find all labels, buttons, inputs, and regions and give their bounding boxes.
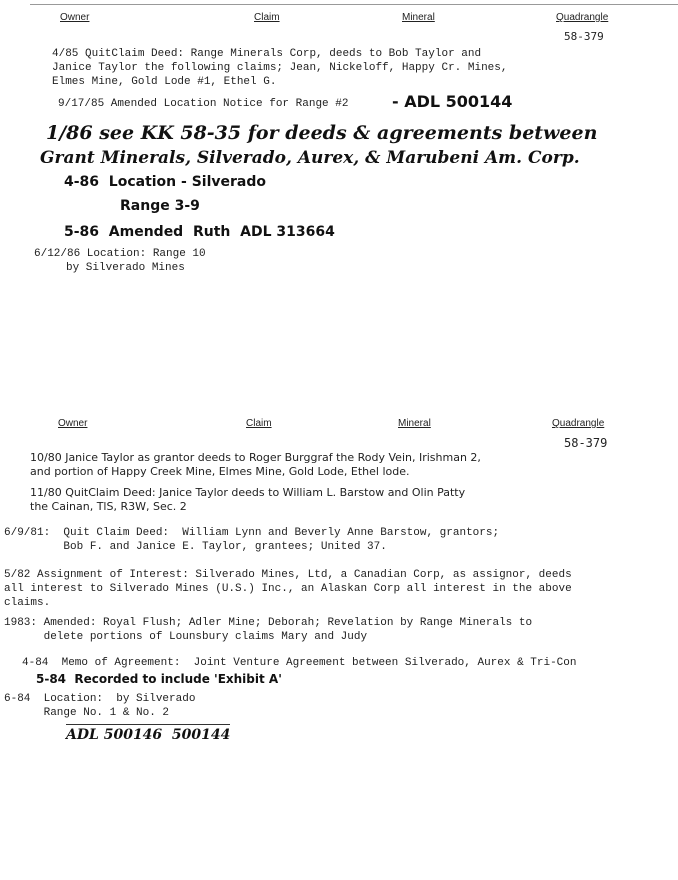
card1-claim-header: Claim xyxy=(254,12,280,23)
card1-owner-header: Owner xyxy=(60,12,90,23)
card2-entry-1180-line1: 11/80 QuitClaim Deed: Janice Taylor deeds to William L. Barstow and Olin Patty xyxy=(30,486,466,499)
card2-entry-1983-line1: 1983: Amended: Royal Flush; Adler Mine; Deborah; Revelation by Range Minerals to xyxy=(4,617,533,629)
card1-entry-485-line1: 4/85 QuitClaim Deed: Range Minerals Corp, deeds to Bob Taylor and xyxy=(52,48,482,60)
card2-entry-1080-line1: 10/80 Janice Taylor as grantor deeds to Roger Burggraf the Rody Vein, Irishman 2, xyxy=(30,451,481,464)
card2-quadrangle-header: Quadrangle xyxy=(552,418,605,429)
card2-owner-header: Owner xyxy=(58,418,88,429)
card2-entry-6981-line2: Bob F. and Janice E. Taylor, grantees; United 37. xyxy=(4,541,387,553)
card1-mineral-header: Mineral xyxy=(402,12,435,23)
card1-handwritten-deeds-line1: 1/86 see KK 58-35 for deeds & agreements between xyxy=(46,122,598,144)
card1-handwritten-adl: - ADL 500144 xyxy=(392,92,513,111)
card1-quadrangle-header: Quadrangle xyxy=(556,12,609,23)
card2-handwritten-584: 5-84 Recorded to include 'Exhibit A' xyxy=(36,672,282,686)
card2-entry-582-line2: all interest to Silverado Mines (U.S.) Inc., an Alaskan Corp all interest in the above xyxy=(4,583,572,595)
card2-entry-1983-line2: delete portions of Lounsbury claims Mary and Judy xyxy=(4,631,368,643)
card1-handwritten-location: 4-86 Location - Silverado xyxy=(64,174,266,190)
card2-entry-6981-line1: 6/9/81: Quit Claim Deed: William Lynn and Beverly Anne Barstow, grantors; xyxy=(4,527,500,539)
card2-entry-1080-line2: and portion of Happy Creek Mine, Elmes Mine, Gold Lode, Ethel lode. xyxy=(30,465,410,478)
card2-entry-684-line1: 6-84 Location: by Silverado xyxy=(4,693,196,705)
card2-entry-484: 4-84 Memo of Agreement: Joint Venture Agreement between Silverado, Aurex & Tri-Con xyxy=(22,657,577,669)
card2-handwritten-adl-numbers: ADL 500146 500144 xyxy=(66,724,230,743)
card1-entry-61286-line1: 6/12/86 Location: Range 10 xyxy=(34,248,206,260)
card1-entry-485-line3: Elmes Mine, Gold Lode #1, Ethel G. xyxy=(52,76,277,88)
card2-quadrangle-value: 58-379 xyxy=(564,436,608,450)
card1-handwritten-amended: 5-86 Amended Ruth ADL 313664 xyxy=(64,224,335,240)
card2-entry-1180-line2: the Cainan, TlS, R3W, Sec. 2 xyxy=(30,500,187,513)
card1-top-border xyxy=(30,4,678,5)
card2-entry-684-line2: Range No. 1 & No. 2 xyxy=(4,707,170,719)
card2-claim-header: Claim xyxy=(246,418,272,429)
card1-quadrangle-value: 58-379 xyxy=(564,30,604,43)
card2-entry-582-line3: claims. xyxy=(4,597,51,609)
card1-entry-485-line2: Janice Taylor the following claims; Jean, Nickeloff, Happy Cr. Mines, xyxy=(52,62,508,74)
card1-entry-61286-line2: by Silverado Mines xyxy=(66,262,185,274)
card1-handwritten-deeds-line2: Grant Minerals, Silverado, Aurex, & Marubeni Am. Corp. xyxy=(40,148,580,168)
card2-mineral-header: Mineral xyxy=(398,418,431,429)
card2-entry-582-line1: 5/82 Assignment of Interest: Silverado Mines, Ltd, a Canadian Corp, as assignor, deeds xyxy=(4,569,572,581)
card1-entry-91785: 9/17/85 Amended Location Notice for Range #2 xyxy=(58,98,349,110)
card1-handwritten-range: Range 3-9 xyxy=(120,198,200,214)
